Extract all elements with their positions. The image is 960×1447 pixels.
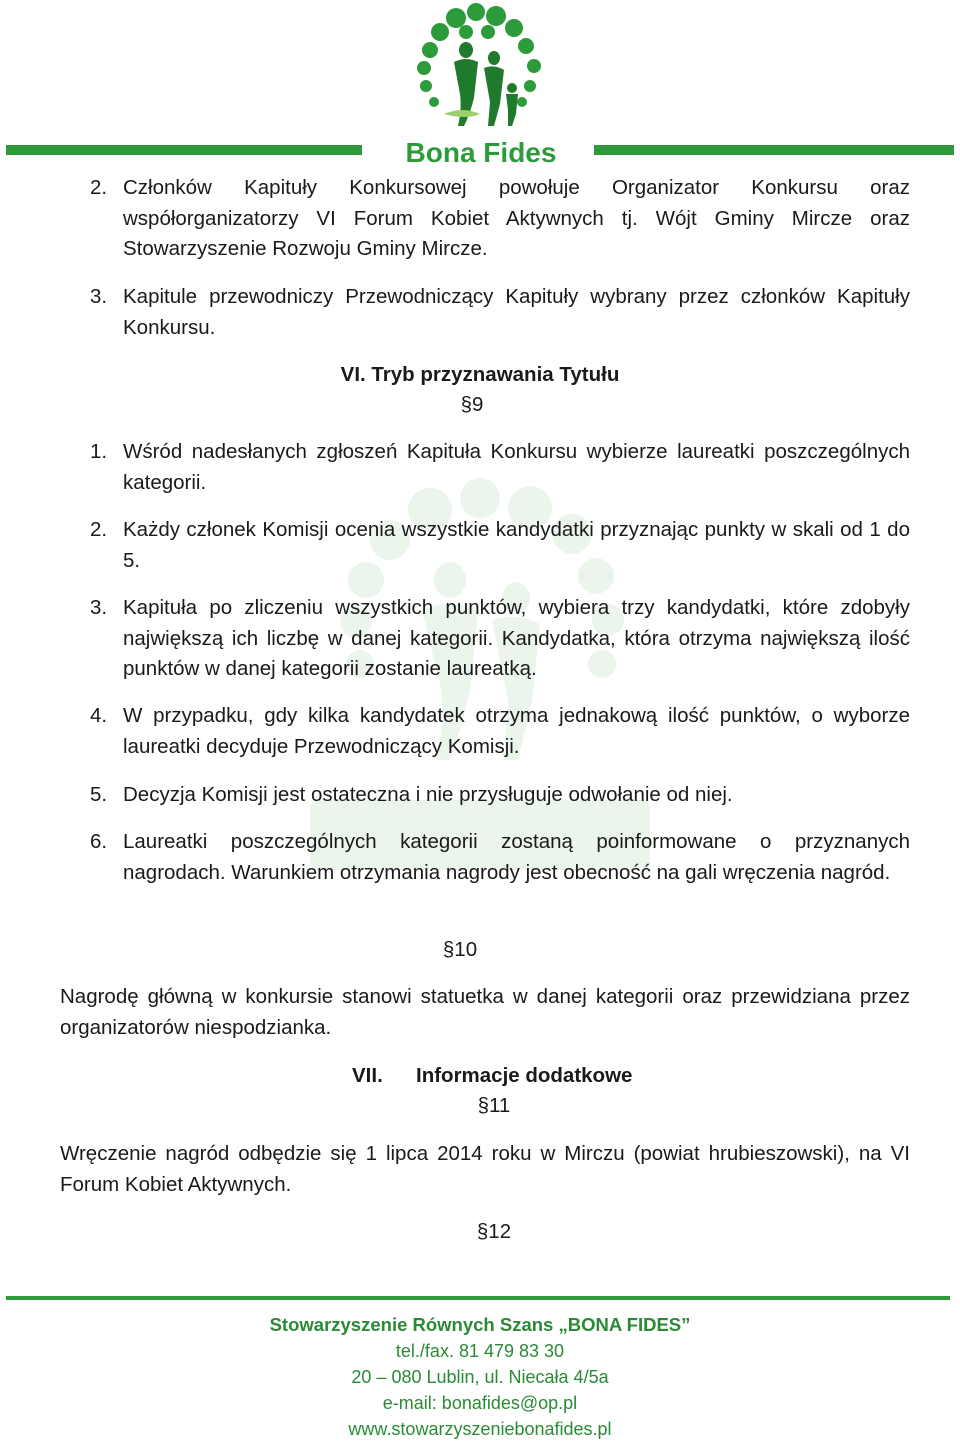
list-text: Decyzja Komisji jest ostateczna i nie przysługuje odwołanie od niej. (123, 783, 733, 806)
list-text: Kapitule przewodniczy Przewodniczący Kapituły wybrany przez członków Kapituły Konkursu. (123, 285, 910, 339)
list-number: 6. (90, 830, 108, 853)
paragraph-symbol-11: §11 (477, 1094, 511, 1117)
list-text: Każdy członek Komisji ocenia wszystkie kandydatki przyznając punkty w skali od 1 do 5. (123, 518, 910, 572)
list-text: Wśród nadesłanych zgłoszeń Kapituła Konkursu wybierze laureatki poszczególnych kategorii. (123, 440, 910, 494)
footer-rule (6, 1296, 950, 1300)
list-item (90, 173, 910, 265)
footer-email: e-mail: bonafides@op.pl (382, 1393, 578, 1413)
paragraph-symbol-10: §10 (442, 938, 478, 961)
list-item (90, 593, 910, 685)
list-number: 5. (90, 783, 108, 806)
footer-phone: tel./fax. 81 479 83 30 (395, 1341, 565, 1361)
paragraph-text-10: Nagrodę główną w konkursie stanowi statuetka w danej kategorii oraz przewidziana przez organizatorów niespodzianka. (60, 985, 910, 1039)
section-heading-vi: VI. Tryb przyznawania Tytułu (340, 363, 620, 386)
list-item (90, 515, 910, 576)
footer-org-name: Stowarzyszenie Równych Szans „BONA FIDES” (269, 1314, 691, 1335)
list-number: 1. (90, 440, 108, 463)
footer-website: www.stowarzyszeniebonafides.pl (348, 1419, 612, 1439)
section-heading-vii: Informacje dodatkowe (416, 1064, 633, 1087)
page-footer (0, 1312, 960, 1442)
list-number: 2. (90, 176, 108, 199)
list-item (90, 437, 910, 498)
list-item (90, 780, 910, 811)
list-text: Laureatki poszczególnych kategorii zostaną poinformowane o przyznanych nagrodach. Warunkiem otrzymania nagrody jest obecność na gali wręczenia nagród. (123, 830, 910, 884)
paragraph-symbol-9: §9 (460, 393, 484, 416)
list-number: 3. (90, 596, 108, 619)
section-number-vii: VII. (352, 1064, 383, 1087)
paragraph-symbol-12: §12 (476, 1220, 512, 1243)
list-item (90, 827, 910, 888)
list-number: 4. (90, 704, 108, 727)
list-text: W przypadku, gdy kilka kandydatek otrzyma jednakową ilość punktów, o wyborze laureatki decyduje Przewodniczący Komisji. (123, 704, 910, 758)
logo-text: Bona Fides (405, 137, 557, 168)
list-number: 3. (90, 285, 108, 308)
list-item (90, 282, 910, 343)
paragraph-text-11: Wręczenie nagród odbędzie się 1 lipca 2014 roku w Mirczu (powiat hrubieszowski), na VI Forum Kobiet Aktywnych. (60, 1142, 910, 1196)
footer-address: 20 – 080 Lublin, ul. Niecała 4/5a (351, 1367, 609, 1387)
list-text: Kapituła po zliczeniu wszystkich punktów, wybiera trzy kandydatki, które zdobyły największą ich liczbę w danej kategorii. Kandydatka, która otrzyma największą ilość punktów w danej kategorii zostanie laureatką. (123, 596, 910, 680)
list-text: Członków Kapituły Konkursowej powołuje Organizator Konkursu oraz współorganizatorzy VI Forum Kobiet Aktywnych tj. Wójt Gminy Mircze oraz Stowarzyszenie Rozwoju Gminy Mircze. (123, 176, 910, 260)
list-number: 2. (90, 518, 108, 541)
list-item (90, 701, 910, 762)
